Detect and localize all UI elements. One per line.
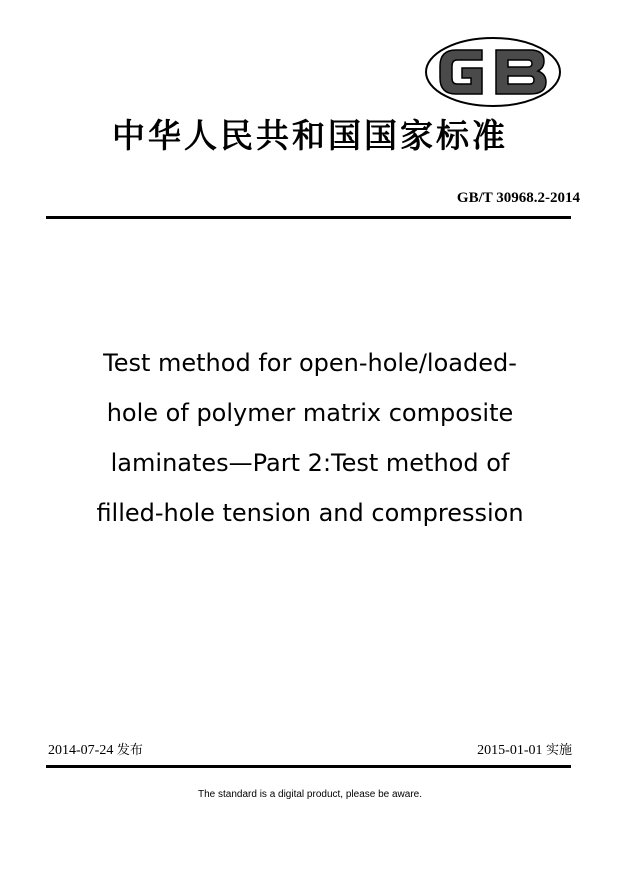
footer-divider (46, 765, 571, 768)
title-line: hole of polymer matrix composite (106, 399, 514, 427)
header-divider (46, 216, 571, 219)
implementation-date: 2015-01-01 (477, 743, 543, 758)
issue-date: 2014-07-24 (48, 743, 114, 758)
gb-logo-icon (424, 36, 562, 108)
national-standard-title: 中华人民共和国国家标准 (112, 116, 508, 155)
title-line: filled-hole tension and compression (96, 499, 524, 527)
implementation-date-block (477, 742, 572, 760)
issue-label: 发布 (116, 743, 143, 758)
title-line: laminates—Part 2:Test method of (110, 449, 510, 477)
title-line: Test method for open-hole/loaded- (103, 349, 517, 377)
digital-product-notice: The standard is a digital product, please be aware. (197, 789, 423, 800)
standard-number: GB/T 30968.2-2014 (456, 190, 580, 206)
issue-date-block (48, 742, 143, 760)
implementation-label: 实施 (545, 743, 572, 758)
document-title (40, 338, 580, 538)
